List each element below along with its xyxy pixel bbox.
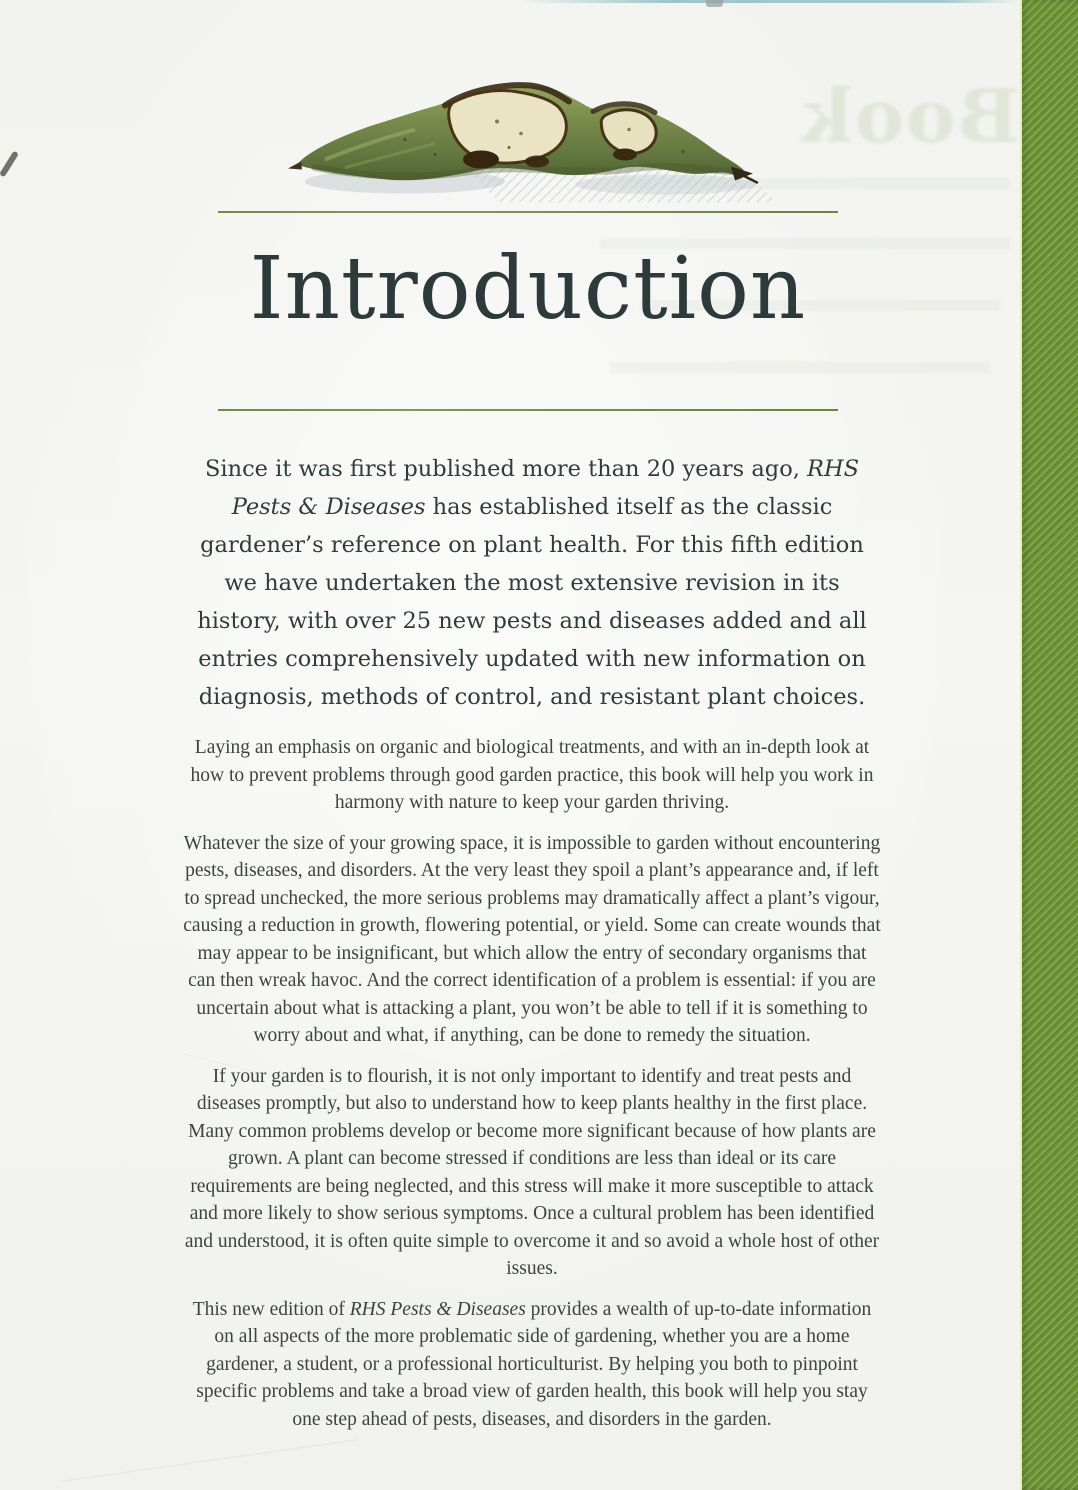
body-paragraph-1: Laying an emphasis on organic and biological treatments, and with an in-depth look at how to prevent problems through good garden practice, this book will help you work in harmony with nature to keep your garden thriving. <box>190 737 874 813</box>
page-title: Introduction <box>249 239 807 339</box>
damaged-bean-pod-photo <box>285 68 775 206</box>
scan-notch-artifact <box>706 0 723 7</box>
ghost-showthrough-text: Book <box>799 74 1020 160</box>
facing-page-green-edge <box>1020 0 1078 1490</box>
text-column <box>182 450 882 1446</box>
divider-rule-top <box>218 211 838 213</box>
body-paragraph-4: This new edition of RHS Pests & Diseases provides a wealth of up-to-date information on all aspects of the more problematic side of gardening, whether you are a home gardener, a student, or a professional horticulturist. By helping you both to pinpoint specific problems and take a broad view of garden health, this book will help you stay one step ahead of pests, diseases, and disorders in the garden. <box>192 1298 872 1430</box>
body-paragraph-3: If your garden is to flourish, it is not only important to identify and treat pests and diseases promptly, but also to understand how to keep plants healthy in the first place. Many common problems develop or become more significant because of how plants are grown. A plant can become stressed if conditions are less than ideal or its care requirements are being neglected, and this stress will make it more susceptible to attack and more likely to show serious symptoms. Once a cultural problem has been identified and understood, it is often quite simple to overcome it and so avoid a whole host of other issues. <box>184 1065 880 1279</box>
divider-rule-bottom <box>218 409 838 411</box>
scan-edge-artifact <box>520 0 1020 3</box>
body-paragraph-2: Whatever the size of your growing space, it is impossible to garden without encountering pests, diseases, and disorders. At the very least they spoil a plant’s appearance and, if left to spread unchecked, the more serious problems may dramatically affect a plant’s vigour, causing a reduction in growth, flowering potential, or yield. Some can create wounds that may appear to be insignificant, but which allow the entry of secondary organisms that can then wreak havoc. And the correct identification of a problem is essential: if you are uncertain about what is attacking a plant, you won’t be able to tell if it is something to worry about and what, if anything, can be done to remedy the situation. <box>183 832 881 1046</box>
ghost-showthrough-line <box>610 362 990 373</box>
bean-pod-image <box>285 68 775 206</box>
lead-paragraph: Since it was first published more than 20 years ago, RHS Pests & Diseases has established itself as the classic gardener’s reference on plant health. For this fifth edition we have undertaken the most extensive revision in its history, with over 25 new pests and diseases added and all entries comprehensively updated with new information on diagnosis, methods of control, and resistant plant choices. <box>197 456 867 710</box>
pen-mark-artifact <box>0 151 19 178</box>
